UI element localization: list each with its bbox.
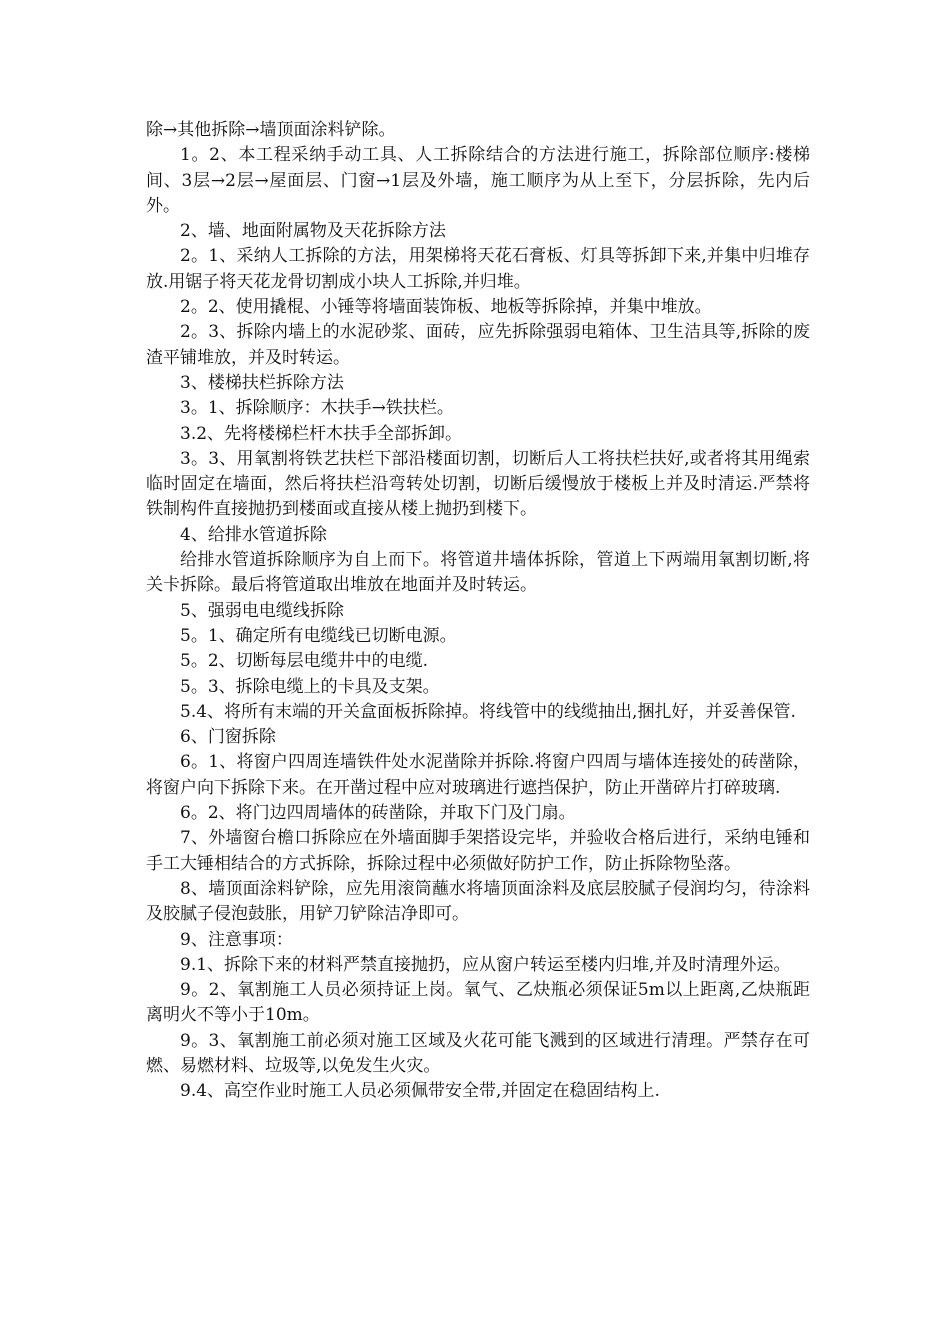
- paragraph-8: 8、墙顶面涂料铲除，应先用滚筒蘸水将墙顶面涂料及底层胶腻子侵润均匀，待涂料及胶腻子侵泡鼓胀，用铲刀铲除洁净即可。: [146, 878, 810, 925]
- paragraph-9-4: 9.4、高空作业时施工人员必须佩带安全带,并固定在稳固结构上.: [180, 1081, 660, 1102]
- heading-3: 3、楼梯扶栏拆除方法: [180, 372, 344, 393]
- paragraph-5-4: 5.4、将所有末端的开关盒面板拆除掉。将线管中的线缆抽出,捆扎好，并妥善保管.: [180, 701, 796, 722]
- paragraph-5-3: 5。3、拆除电缆上的卡具及支架。: [180, 676, 440, 697]
- heading-4: 4、给排水管道拆除: [180, 524, 327, 545]
- paragraph-2-2: 2。2、使用撬棍、小锤等将墙面装饰板、地板等拆除掉，并集中堆放。: [180, 297, 712, 318]
- paragraph-3-3: 3。3、用氧割将铁艺扶栏下部沿楼面切割，切断后人工将扶栏扶好,或者将其用绳索临时固定在墙面，然后将扶栏沿弯转处切割，切断后缓慢放于楼板上并及时清运.严禁将铁制构件直接抛扔到楼面或直接从楼上抛扔到楼下。: [146, 448, 810, 520]
- paragraph-3-1: 3。1、拆除顺序：木扶手→铁扶栏。: [180, 398, 454, 419]
- heading-9: 9、注意事项：: [180, 929, 293, 950]
- heading-6: 6、门窗拆除: [180, 727, 276, 748]
- heading-2: 2、墙、地面附属物及天花拆除方法: [180, 221, 446, 242]
- paragraph-7: 7、外墙窗台檐口拆除应在外墙面脚手架搭设完毕，并验收合格后进行，采纳电锤和手工大锤相结合的方式拆除，拆除过程中必须做好防护工作，防止拆除物坠落。: [146, 828, 810, 874]
- paragraph-5-2: 5。2、切断每层电缆井中的电缆.: [180, 651, 429, 672]
- paragraph-4: 给排水管道拆除顺序为自上而下。将管道井墙体拆除，管道上下两端用氧割切断,将关卡拆除。最后将管道取出堆放在地面并及时转运。: [146, 550, 810, 596]
- paragraph-9-3: 9。3、氧割施工前必须对施工区域及火花可能飞溅到的区域进行清理。严禁存在可燃、易燃材料、垃圾等,以免发生火灾。: [146, 1030, 810, 1076]
- paragraph-2-3: 2。3、拆除内墙上的水泥砂浆、面砖，应先拆除强弱电箱体、卫生洁具等,拆除的废渣平铺堆放，并及时转运。: [146, 322, 810, 368]
- paragraph-continuation: 除→其他拆除→墙顶面涂料铲除。: [146, 120, 396, 140]
- paragraph-3-2: 3.2、先将楼梯栏杆木扶手全部拆卸。: [180, 423, 463, 444]
- paragraph-6-2: 6。2、将门边四周墙体的砖凿除，并取下门及门扇。: [180, 803, 576, 824]
- paragraph-9-1: 9.1、拆除下来的材料严禁直接抛扔，应从窗户转运至楼内归堆,并及时清理外运。: [180, 954, 791, 975]
- paragraph-2-1: 2。1、采纳人工拆除的方法，用架梯将天花石膏板、灯具等拆卸下来,并集中归堆存放.用锯子将天花龙骨切割成小块人工拆除,并归堆。: [146, 246, 810, 292]
- heading-5: 5、强弱电电缆线拆除: [180, 600, 344, 621]
- paragraph-9-2: 9。2、氧割施工人员必须持证上岗。氧气、乙炔瓶必须保证5m以上距离,乙炔瓶距离明火不等小于10m。: [146, 980, 810, 1026]
- paragraph-1-2: 1。2、本工程采纳手动工具、人工拆除结合的方法进行施工，拆除部位顺序:楼梯间、3层→2层→屋面层、门窗→1层及外墙，施工顺序为从上至下，分层拆除，先内后外。: [146, 145, 810, 216]
- paragraph-5-1: 5。1、确定所有电缆线已切断电源。: [180, 625, 457, 646]
- document-page: [146, 118, 810, 1105]
- paragraph-6-1: 6。1、将窗户四周连墙铁件处水泥凿除并拆除.将窗户四周与墙体连接处的砖凿除，将窗户向下拆除下来。在开凿过程中应对玻璃进行遮挡保护，防止开凿碎片打碎玻璃.: [146, 752, 810, 798]
